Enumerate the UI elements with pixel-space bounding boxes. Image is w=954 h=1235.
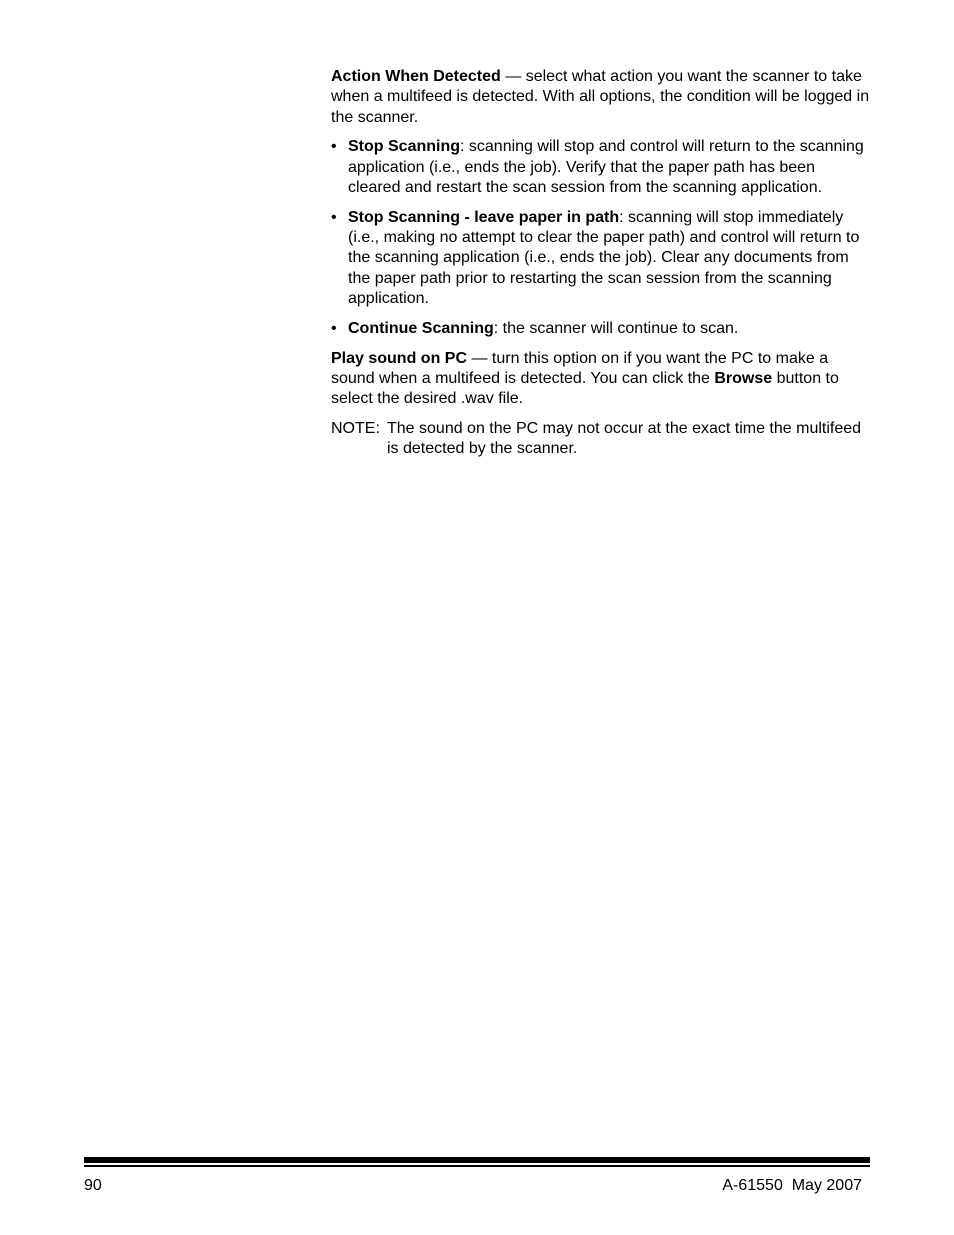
browse-term: Browse bbox=[714, 369, 773, 387]
footer-rule-thick bbox=[84, 1157, 870, 1163]
play-sound-paragraph bbox=[331, 349, 871, 410]
bullet-icon: • bbox=[331, 208, 337, 226]
document-id: A-61550 May 2007 bbox=[722, 1177, 862, 1194]
option-term: Stop Scanning - leave paper in path bbox=[348, 208, 620, 226]
option-description: : the scanner will continue to scan. bbox=[493, 319, 739, 337]
page-content bbox=[331, 67, 871, 460]
footer-rule-thin bbox=[84, 1165, 870, 1167]
note-label: NOTE: bbox=[331, 419, 380, 437]
list-item-continue-scanning bbox=[331, 319, 871, 339]
action-options-list bbox=[331, 137, 871, 339]
action-when-detected-heading: Action When Detected bbox=[331, 68, 501, 85]
list-item-stop-scanning-leave-paper bbox=[331, 208, 871, 309]
option-description: : scanning will stop immediately (i.e., making no attempt to clear the paper path) and control will return to the scanning application (i.e., ends the job). Clear any documents from the paper path prior to restarting the scan session from the scanning application. bbox=[348, 208, 860, 307]
bullet-icon: • bbox=[331, 138, 337, 156]
page-number: 90 bbox=[84, 1177, 102, 1194]
option-term: Stop Scanning bbox=[348, 138, 460, 156]
option-description: : scanning will stop and control will return to the scanning application (i.e., ends the job). Verify that the paper path has been cleared and restart the scan session from the scanning application. bbox=[348, 138, 864, 196]
list-item-stop-scanning bbox=[331, 137, 871, 198]
bullet-icon: • bbox=[331, 319, 337, 337]
option-term: Continue Scanning bbox=[348, 319, 494, 337]
play-sound-text-after: button to select the desired .wav file. bbox=[331, 369, 839, 408]
play-sound-heading: Play sound on PC bbox=[331, 349, 468, 367]
action-when-detected-text: — select what action you want the scanner to take when a multifeed is detected. With all options, the condition will be logged in the scanner. bbox=[331, 68, 870, 126]
note-block bbox=[331, 419, 871, 460]
note-text: The sound on the PC may not occur at the exact time the multifeed is detected by the scanner. bbox=[387, 419, 862, 458]
action-when-detected-paragraph bbox=[331, 67, 871, 128]
play-sound-text-before: — turn this option on if you want the PC to make a sound when a multifeed is detected. You can click the bbox=[331, 349, 829, 387]
